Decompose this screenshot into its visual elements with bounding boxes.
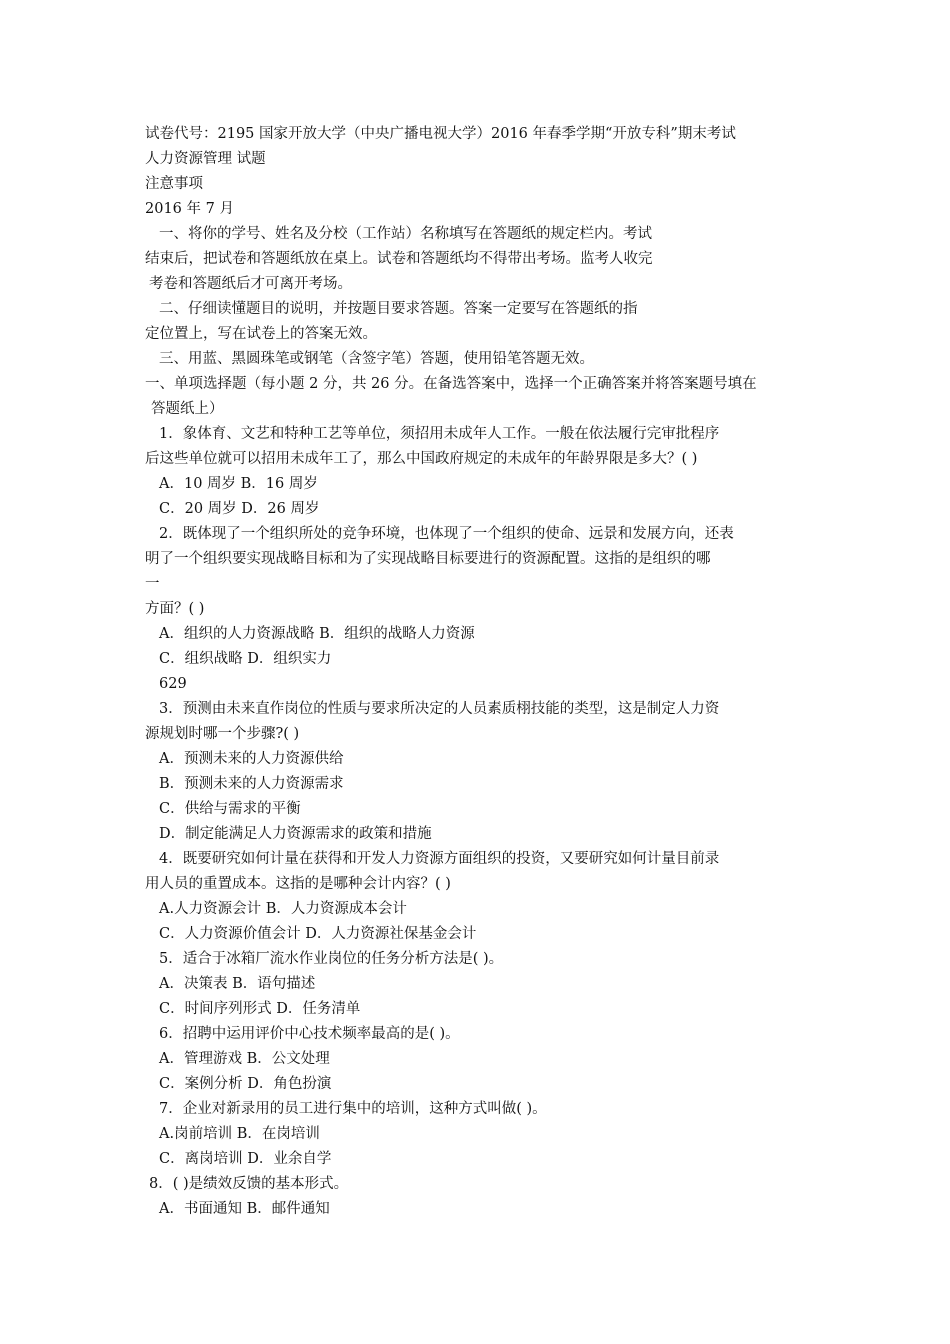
- question-2-text-cont: 明了一个组织要实现战略目标和为了实现战略目标要进行的资源配置。这指的是组织的哪: [145, 551, 711, 567]
- notice-title: 注意事项: [145, 176, 203, 192]
- question-2-text: 2．既体现了一个组织所处的竞争环境，也体现了一个组织的使命、远景和发展方向，还表: [159, 526, 734, 542]
- notice-line: 考卷和答题纸后才可离开考场。: [149, 276, 352, 292]
- exam-content: [145, 122, 815, 1222]
- exam-date: 2016 年 7 月: [145, 201, 234, 217]
- section-title: 一、单项选择题（每小题 2 分，共 26 分。在备选答案中，选择一个正确答案并将答案题号填在: [145, 376, 757, 392]
- question-7-options: A.岗前培训 B．在岗培训: [159, 1126, 320, 1142]
- question-1-options: A．10 周岁 B．16 周岁: [159, 476, 318, 492]
- question-2-text-cont: 一: [145, 576, 160, 592]
- question-6-options: A．管理游戏 B．公文处理: [159, 1051, 330, 1067]
- question-6-options: C．案例分析 D．角色扮演: [159, 1076, 332, 1092]
- page-number-mark: 629: [159, 676, 187, 692]
- notice-line: 二、仔细读懂题目的说明，并按题目要求答题。答案一定要写在答题纸的指: [159, 301, 638, 317]
- question-1-text-cont: 后这些单位就可以招用未成年工了，那么中国政府规定的未成年的年龄界限是多大？( ): [145, 451, 698, 467]
- section-title-cont: 答题纸上）: [151, 401, 224, 417]
- question-4-options: A.人力资源会计 B．人力资源成本会计: [159, 901, 407, 917]
- question-7-text: 7．企业对新录用的员工进行集中的培训，这种方式叫做( )。: [159, 1101, 547, 1117]
- question-3-text-cont: 源规划时哪一个步骤?( ): [145, 726, 300, 742]
- notice-line: 定位置上，写在试卷上的答案无效。: [145, 326, 377, 342]
- exam-subject: 人力资源管理 试题: [145, 151, 266, 167]
- question-2-options: C．组织战略 D．组织实力: [159, 651, 332, 667]
- question-4-text-cont: 用人员的重置成本。这指的是哪种会计内容？( ): [145, 876, 451, 892]
- question-1-options: C．20 周岁 D．26 周岁: [159, 501, 320, 517]
- question-3-option-d: D．制定能满足人力资源需求的政策和措施: [159, 826, 432, 842]
- question-5-options: C．时间序列形式 D．任务清单: [159, 1001, 361, 1017]
- question-2-text-cont: 方面？( ): [145, 601, 205, 617]
- question-6-text: 6．招聘中运用评价中心技术频率最高的是( )。: [159, 1026, 460, 1042]
- question-8-text: 8．( )是绩效反馈的基本形式。: [149, 1176, 349, 1192]
- question-4-options: C．人力资源价值会计 D．人力资源社保基金会计: [159, 926, 477, 942]
- notice-line: 三、用蓝、黑圆珠笔或钢笔（含签字笔）答题，使用铅笔答题无效。: [159, 351, 594, 367]
- exam-header-line: 试卷代号：2195 国家开放大学（中央广播电视大学）2016 年春季学期“开放专科”期末考试: [145, 126, 736, 142]
- question-5-options: A．决策表 B．语句描述: [159, 976, 316, 992]
- question-3-option-b: B．预测未来的人力资源需求: [159, 776, 344, 792]
- question-7-options: C．离岗培训 D．业余自学: [159, 1151, 332, 1167]
- question-8-options: A．书面通知 B．邮件通知: [159, 1201, 330, 1217]
- question-3-text: 3．预测由未来直作岗位的性质与要求所决定的人员素质栩技能的类型，这是制定人力资: [159, 701, 720, 717]
- question-4-text: 4．既要研究如何计量在获得和开发人力资源方面组织的投资，又要研究如何计量目前录: [159, 851, 720, 867]
- question-3-option-c: C．供给与需求的平衡: [159, 801, 301, 817]
- question-3-option-a: A．预测未来的人力资源供给: [159, 751, 344, 767]
- notice-line: 一、将你的学号、姓名及分校（工作站）名称填写在答题纸的规定栏内。考试: [159, 226, 652, 242]
- question-2-options: A．组织的人力资源战略 B．组织的战略人力资源: [159, 626, 475, 642]
- question-1-text: 1．象体育、文艺和特种工艺等单位，须招用未成年人工作。一般在依法履行完审批程序: [159, 426, 720, 442]
- notice-line: 结束后，把试卷和答题纸放在桌上。试卷和答题纸均不得带出考场。监考人收完: [145, 251, 653, 267]
- question-5-text: 5．适合于冰箱厂流水作业岗位的任务分析方法是( )。: [159, 951, 504, 967]
